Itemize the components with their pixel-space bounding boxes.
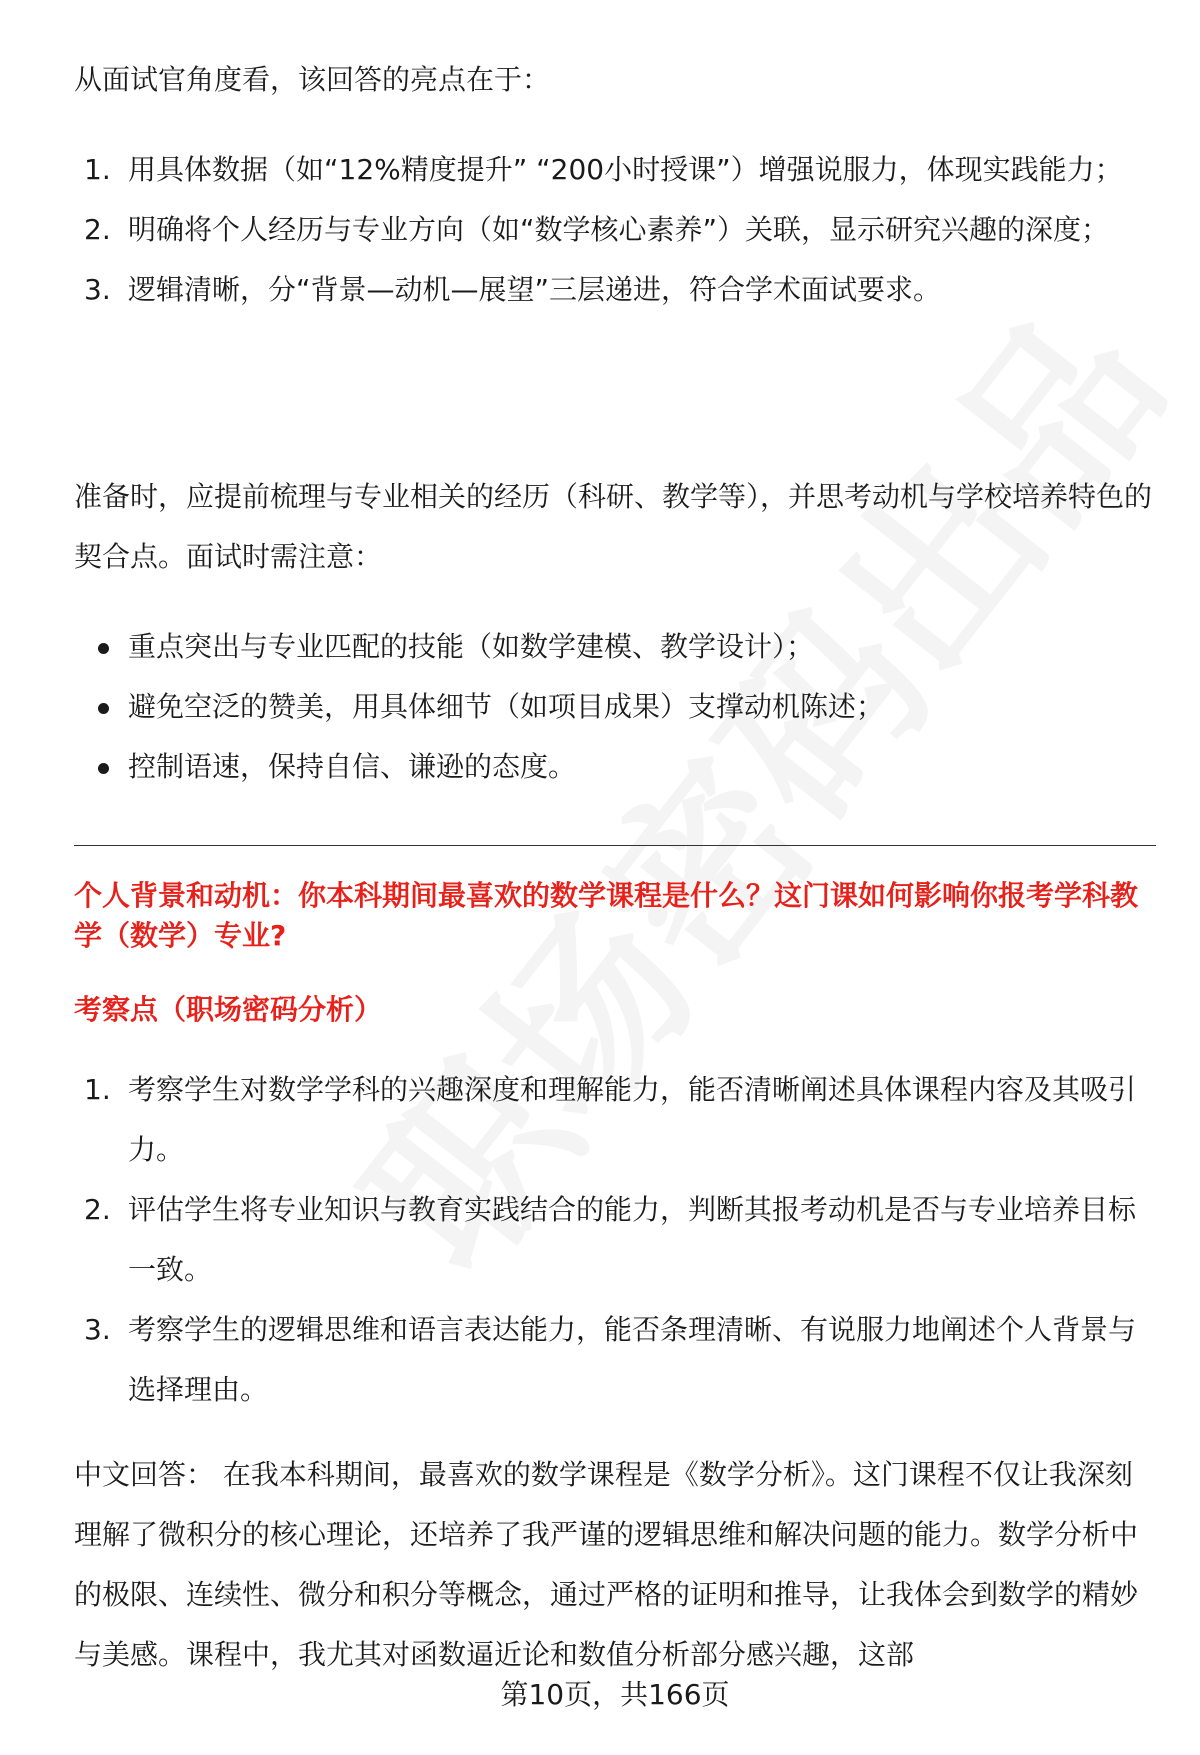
tips-list xyxy=(74,617,1156,797)
intro-paragraph: 从面试官角度看，该回答的亮点在于： xyxy=(74,63,551,96)
question-heading: 个人背景和动机：你本科期间最喜欢的数学课程是什么？这门课如何影响你报考学科教学（数学）专业? xyxy=(74,879,1139,952)
list-item xyxy=(74,200,1156,260)
page-footer: 第10页，共166页 xyxy=(500,1678,730,1711)
analysis-list xyxy=(74,1060,1156,1420)
section-divider xyxy=(74,845,1156,846)
list-item xyxy=(74,1180,1156,1300)
list-number: 3. xyxy=(84,273,111,306)
bullet-icon xyxy=(98,643,109,654)
list-item xyxy=(74,737,1156,797)
list-number: 3. xyxy=(84,1313,111,1346)
list-item-text: 重点突出与专业匹配的技能（如数学建模、教学设计）； xyxy=(128,630,815,663)
list-item-text: 控制语速，保持自信、谦逊的态度。 xyxy=(128,750,577,783)
list-item-text: 逻辑清晰，分“背景—动机—展望”三层递进，符合学术面试要求。 xyxy=(128,273,942,306)
list-item-text: 考察学生的逻辑思维和语言表达能力，能否条理清晰、有说服力地阐述个人背景与选择理由。 xyxy=(128,1313,1137,1406)
list-item-text: 避免空泛的赞美，用具体细节（如项目成果）支撑动机陈述； xyxy=(128,690,885,723)
list-item xyxy=(74,617,1156,677)
list-item xyxy=(74,1300,1156,1420)
list-number: 1. xyxy=(84,1073,111,1106)
answer-paragraph: 中文回答： 在我本科期间，最喜欢的数学课程是《数学分析》。这门课程不仅让我深刻理解了微积分的核心理论，还培养了我严谨的逻辑思维和解决问题的能力。数学分析中的极限、连续性、微分和积分等概念，通过严格的证明和推导，让我体会到数学的精妙与美感。课程中，我尤其对函数逼近论和数值分析部分感兴趣，这部 xyxy=(74,1458,1139,1671)
list-number: 1. xyxy=(84,153,111,186)
bullet-icon xyxy=(98,763,109,774)
list-item xyxy=(74,260,1156,320)
bullet-icon xyxy=(98,703,109,714)
document-page xyxy=(74,0,1156,1755)
list-item-text: 用具体数据（如“12%精度提升” “200小时授课”）增强说服力，体现实践能力； xyxy=(128,153,1123,186)
list-number: 2. xyxy=(84,213,111,246)
analysis-heading: 考察点（职场密码分析） xyxy=(74,993,383,1026)
list-number: 2. xyxy=(84,1193,111,1226)
prep-paragraph: 准备时，应提前梳理与专业相关的经历（科研、教学等），并思考动机与学校培养特色的契合点。面试时需注意： xyxy=(74,480,1153,573)
list-item xyxy=(74,1060,1156,1180)
list-item xyxy=(74,677,1156,737)
highlights-list xyxy=(74,140,1156,320)
list-item-text: 考察学生对数学学科的兴趣深度和理解能力，能否清晰阐述具体课程内容及其吸引力。 xyxy=(128,1073,1137,1166)
list-item-text: 评估学生将专业知识与教育实践结合的能力，判断其报考动机是否与专业培养目标一致。 xyxy=(128,1193,1137,1286)
list-item xyxy=(74,140,1156,200)
list-item-text: 明确将个人经历与专业方向（如“数学核心素养”）关联，显示研究兴趣的深度； xyxy=(128,213,1110,246)
